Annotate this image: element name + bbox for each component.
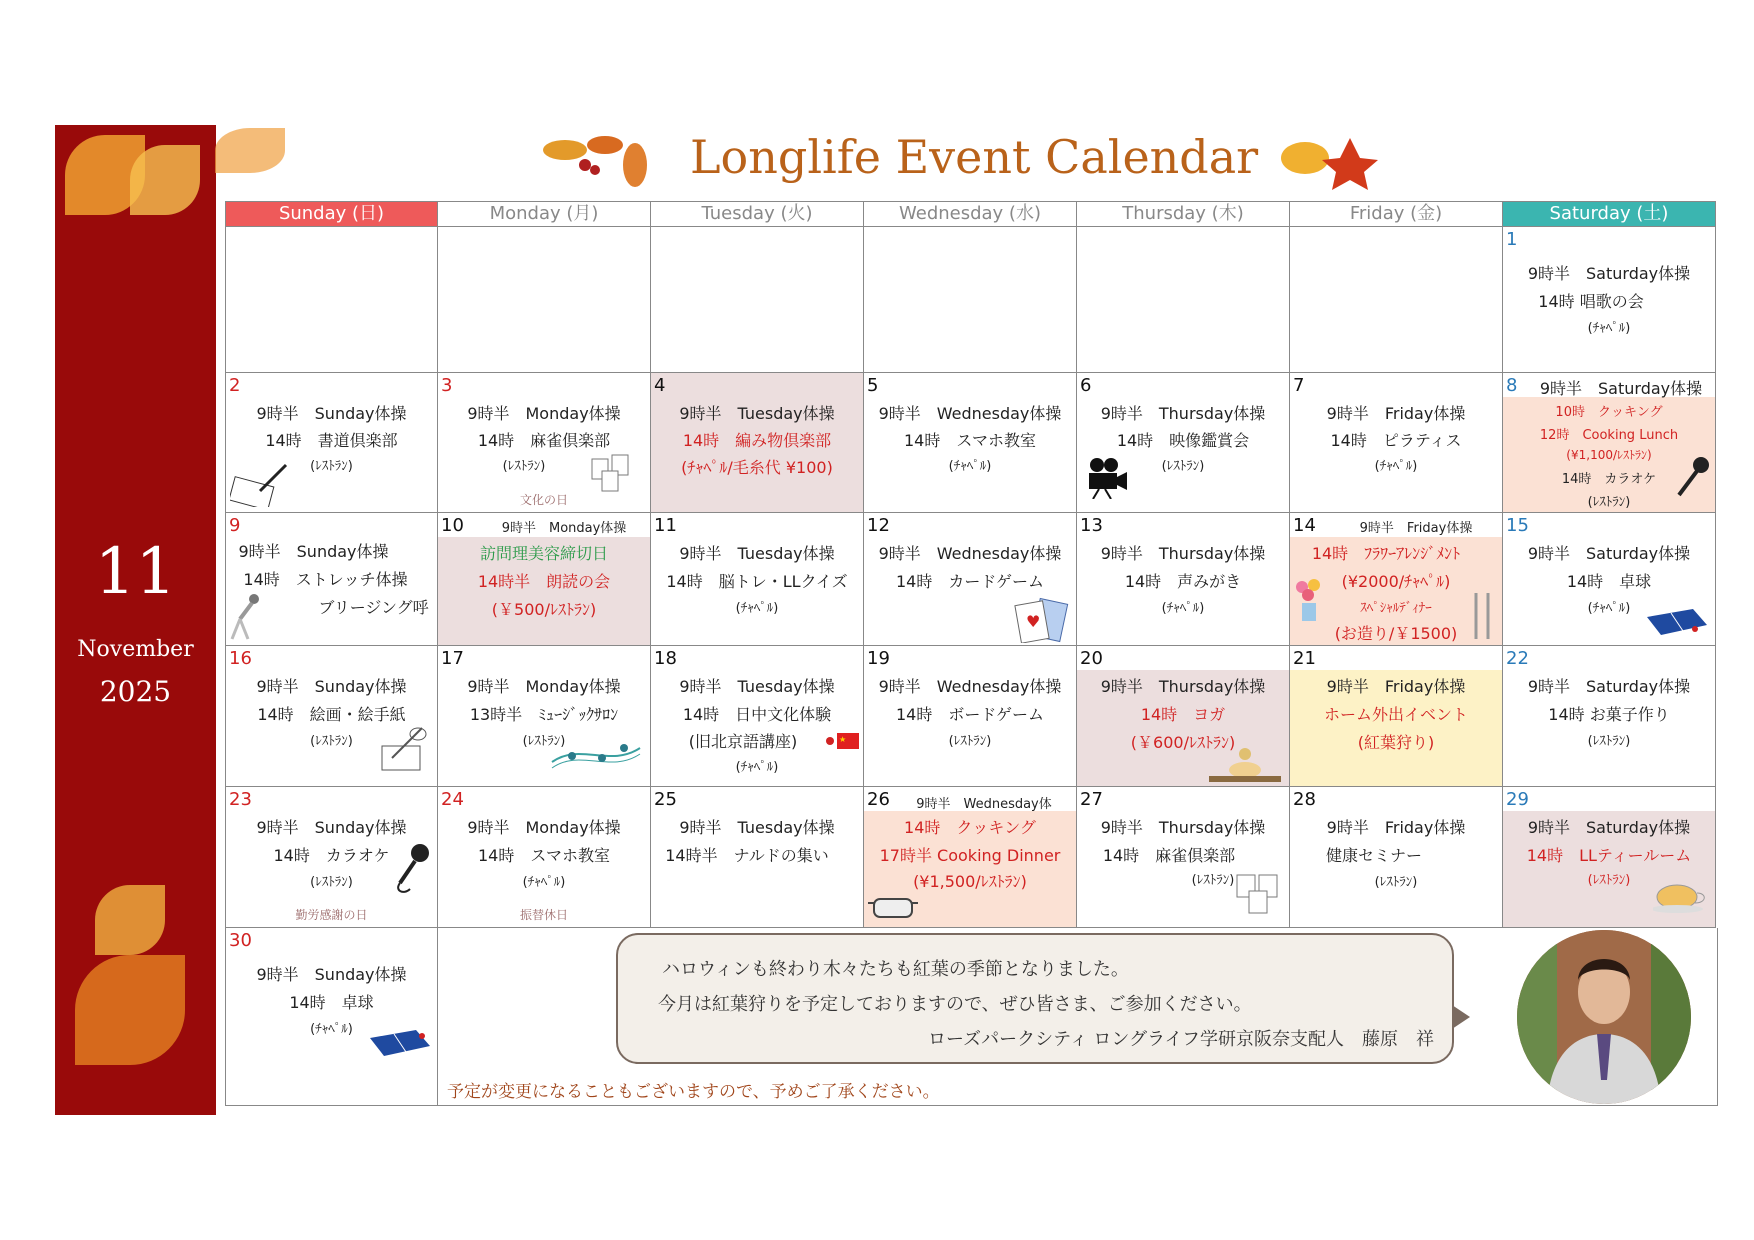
event-location: (ﾚｽﾄﾗﾝ) xyxy=(1587,873,1631,888)
day-number: 5 xyxy=(867,375,879,396)
event: 9時半 Monday体操 xyxy=(467,677,621,696)
day-cell xyxy=(1503,373,1716,513)
year: 2025 xyxy=(99,675,172,708)
day-number: 22 xyxy=(1506,648,1529,669)
event-location: (ﾚｽﾄﾗﾝ) xyxy=(1587,734,1631,749)
event: 9時半 Tuesday体操 xyxy=(679,677,835,696)
day-number: 10 xyxy=(441,515,464,536)
event: 9時半 Friday体操 xyxy=(1326,404,1466,423)
day-cell xyxy=(1290,513,1503,646)
day-number: 11 xyxy=(654,515,677,536)
event: 14時 映像鑑賞会 xyxy=(1116,431,1250,450)
day-cell-empty xyxy=(1290,227,1503,373)
music-notes-icon xyxy=(550,728,642,776)
day-number: 13 xyxy=(1080,515,1103,536)
event: 9時半 Monday体操 xyxy=(467,404,621,423)
month-name: November xyxy=(77,637,194,662)
header-monday: Monday (月) xyxy=(438,201,651,227)
event-location: (ﾚｽﾄﾗﾝ) xyxy=(1374,875,1418,890)
event: 17時半 Cooking Dinner xyxy=(879,846,1061,865)
event-location: (ﾁｬﾍﾟﾙ) xyxy=(1161,601,1205,616)
day-cell xyxy=(651,373,864,513)
week-row xyxy=(225,787,1718,928)
day-number: 23 xyxy=(229,789,252,810)
day-cell-empty xyxy=(864,227,1077,373)
event: 14時 麻雀倶楽部 xyxy=(1102,846,1236,865)
header-saturday: Saturday (土) xyxy=(1503,201,1716,227)
day-cell-empty xyxy=(1077,227,1290,373)
event: 14時 カラオケ xyxy=(1561,472,1657,487)
header-thursday: Thursday (木) xyxy=(1077,201,1290,227)
day-number: 28 xyxy=(1293,789,1316,810)
event-location: (旧北京語講座) xyxy=(688,732,798,751)
event: 14時 ヨガ xyxy=(1140,705,1226,724)
drawing-hand-icon xyxy=(378,724,430,778)
event: 9時半 Thursday体操 xyxy=(1100,818,1266,837)
day-cell xyxy=(864,646,1077,787)
event: 訪問理美容締切日 xyxy=(479,544,608,563)
event-location: (ﾁｬﾍﾟﾙ) xyxy=(1587,321,1631,336)
event: 9時半 Wednesday体操 xyxy=(878,404,1062,423)
event-location: (ﾁｬﾍﾟﾙ) xyxy=(948,459,992,474)
day-number: 15 xyxy=(1506,515,1529,536)
event: 14時 ピラティス xyxy=(1330,431,1462,450)
event: 9時半 Wednesday体 xyxy=(916,797,1052,812)
day-cell xyxy=(225,646,438,787)
day-number: 2 xyxy=(229,375,241,396)
day-cell xyxy=(1503,513,1716,646)
event: 14時 LLティールーム xyxy=(1526,846,1692,865)
ping-pong-table-icon xyxy=(1643,607,1709,643)
manager-signature: ローズパークシティ ロングライフ学研京阪奈支配人 藤原 祥 xyxy=(928,1029,1434,1050)
day-number: 29 xyxy=(1506,789,1529,810)
event: 9時半 Saturday体操 xyxy=(1539,379,1703,398)
holiday-label: 勤労感謝の日 xyxy=(295,908,368,922)
event: 14時 スマホ教室 xyxy=(903,431,1037,450)
day-cell xyxy=(438,513,651,646)
day-number: 4 xyxy=(654,375,666,396)
day-cell xyxy=(438,787,651,928)
event-location: (ﾚｽﾄﾗﾝ) xyxy=(1161,459,1205,474)
day-cell xyxy=(225,928,438,1106)
day-number: 1 xyxy=(1506,229,1518,250)
event-location: (お造り/￥1500) xyxy=(1334,624,1458,643)
event: 14時 日中文化体験 xyxy=(682,705,832,724)
day-cell xyxy=(438,373,651,513)
maple-leaf-decoration xyxy=(1270,128,1380,193)
event-location: (ﾁｬﾍﾟﾙ) xyxy=(735,760,779,775)
event-location: (ﾚｽﾄﾗﾝ) xyxy=(522,734,566,749)
event: 14時 スマホ教室 xyxy=(477,846,611,865)
day-cell xyxy=(864,787,1077,928)
movie-camera-icon xyxy=(1085,455,1129,503)
day-cell xyxy=(1503,787,1716,928)
day-cell xyxy=(1503,227,1716,373)
event: 9時半 Sunday体操 xyxy=(256,965,407,984)
event: 9時半 Saturday体操 xyxy=(1527,677,1691,696)
event-location: (ﾁｬﾍﾟﾙ) xyxy=(1587,601,1631,616)
day-cell xyxy=(1290,373,1503,513)
day-cell xyxy=(1077,787,1290,928)
event: 9時半 Friday体操 xyxy=(1359,521,1473,536)
event: 9時半 Tuesday体操 xyxy=(679,818,835,837)
event: 9時半 Thursday体操 xyxy=(1100,544,1266,563)
day-cell xyxy=(651,787,864,928)
week-row xyxy=(225,513,1718,646)
event-location: (ﾚｽﾄﾗﾝ) xyxy=(310,875,353,890)
bubble-tail xyxy=(1452,1005,1470,1029)
day-number: 17 xyxy=(441,648,464,669)
day-number: 8 xyxy=(1506,375,1518,396)
event-location: (¥1,100/ﾚｽﾄﾗﾝ) xyxy=(1566,448,1652,462)
event: 14時 お菓子作り xyxy=(1548,705,1670,724)
berry-branch-decoration xyxy=(535,120,655,190)
day-number: 21 xyxy=(1293,648,1316,669)
event: 9時半 Sunday体操 xyxy=(256,404,407,423)
playing-cards-icon xyxy=(1012,597,1072,646)
header-sunday: Sunday (日) xyxy=(225,201,438,227)
svg-text:♥: ♥ xyxy=(1026,612,1041,631)
event: 14時 カードゲーム xyxy=(895,572,1045,591)
event: 13時半 ﾐｭｰｼﾞｯｸｻﾛﾝ xyxy=(469,705,619,724)
day-number: 27 xyxy=(1080,789,1103,810)
day-cell-empty xyxy=(651,227,864,373)
event-location: (ﾚｽﾄﾗﾝ) xyxy=(310,459,353,474)
day-number: 18 xyxy=(654,648,677,669)
header-tuesday: Tuesday (火) xyxy=(651,201,864,227)
event: 14時 麻雀倶楽部 xyxy=(477,431,611,450)
event-location: (¥2000/ﾁｬﾍﾟﾙ) xyxy=(1341,572,1451,591)
event-location: (ﾚｽﾄﾗﾝ) xyxy=(948,734,992,749)
event: 9時半 Thursday体操 xyxy=(1100,404,1266,423)
event: 9時半 Thursday体操 xyxy=(1100,677,1266,696)
autumn-leaf-decoration xyxy=(75,955,185,1065)
day-cell xyxy=(1077,646,1290,787)
weekday-header-row xyxy=(225,201,1718,227)
event: 9時半 Saturday体操 xyxy=(1527,818,1691,837)
event: 9時半 Friday体操 xyxy=(1326,818,1466,837)
autumn-leaf-decoration xyxy=(95,885,165,955)
event: 14時 編み物倶楽部 xyxy=(682,431,832,450)
stretching-person-icon xyxy=(226,591,262,645)
day-number: 26 xyxy=(867,789,890,810)
event: 14時 唱歌の会 xyxy=(1538,292,1644,311)
event: 9時半 Saturday体操 xyxy=(1527,264,1691,283)
event: 14時 ストレッチ体操 xyxy=(243,570,408,589)
event: (紅葉狩り) xyxy=(1357,733,1435,752)
event-location: (ﾁｬﾍﾟﾙ) xyxy=(1374,459,1418,474)
event: 9時半 Wednesday体操 xyxy=(878,544,1062,563)
event: 14時 卓球 xyxy=(1566,572,1652,591)
event: 9時半 Saturday体操 xyxy=(1527,544,1691,563)
event: ブリージング呼 xyxy=(318,598,429,617)
message-line: 今月は紅葉狩りを予定しておりますので、ぜひ皆さま、ご参加ください。 xyxy=(658,994,1252,1015)
event-location: (ﾚｽﾄﾗﾝ) xyxy=(310,734,353,749)
flower-vase-icon xyxy=(1292,577,1328,627)
event: 10時 クッキング xyxy=(1555,405,1663,420)
event: 14時半 ナルドの集い xyxy=(665,846,829,865)
message-line: ハロウィンも終わり木々たちも紅葉の季節となりました。 xyxy=(662,959,1129,980)
event: 健康セミナー xyxy=(1325,846,1422,865)
day-number: 3 xyxy=(441,375,453,396)
microphone-icon xyxy=(390,843,432,899)
event-location: (￥500/ﾚｽﾄﾗﾝ) xyxy=(491,600,597,619)
event: 14時 ﾌﾗﾜｰｱﾚﾝｼﾞﾒﾝﾄ xyxy=(1311,544,1461,563)
day-cell xyxy=(1290,787,1503,928)
event-location: (ﾚｽﾄﾗﾝ) xyxy=(1587,495,1631,510)
header-wednesday: Wednesday (水) xyxy=(864,201,1077,227)
manager-message-bubble xyxy=(616,933,1454,1064)
event: 9時半 Sunday体操 xyxy=(256,677,407,696)
teacup-icon xyxy=(1653,879,1707,919)
event: 14時 書道倶楽部 xyxy=(265,431,398,450)
day-number: 16 xyxy=(229,648,252,669)
holiday-label: 振替休日 xyxy=(519,908,568,922)
day-number: 24 xyxy=(441,789,464,810)
event: 9時半 Wednesday体操 xyxy=(878,677,1062,696)
day-number: 19 xyxy=(867,648,890,669)
event: 9時半 Monday体操 xyxy=(467,818,621,837)
autumn-leaf-decoration xyxy=(130,145,200,215)
event: 14時 卓球 xyxy=(289,993,374,1012)
holiday-label: 文化の日 xyxy=(519,493,568,507)
autumn-leaf-decoration xyxy=(215,128,285,173)
day-cell xyxy=(225,513,438,646)
day-cell xyxy=(225,373,438,513)
event: 14時 ボードゲーム xyxy=(895,705,1045,724)
day-cell xyxy=(1077,513,1290,646)
day-cell xyxy=(864,373,1077,513)
week-row xyxy=(225,646,1718,787)
cooking-pot-icon xyxy=(868,891,918,927)
day-cell xyxy=(651,513,864,646)
week-row xyxy=(225,227,1718,373)
event-location: (ﾚｽﾄﾗﾝ) xyxy=(502,459,546,474)
event-location: (ﾁｬﾍﾟﾙ) xyxy=(735,601,779,616)
event: 9時半 Tuesday体操 xyxy=(679,404,835,423)
svg-text:★: ★ xyxy=(839,735,847,744)
event: ｽﾍﾟｼｬﾙﾃﾞｨﾅｰ xyxy=(1360,601,1432,616)
day-cell xyxy=(1503,646,1716,787)
day-cell xyxy=(1077,373,1290,513)
day-number: 12 xyxy=(867,515,890,536)
day-cell xyxy=(651,646,864,787)
schedule-change-notice: 予定が変更になることもございますので、予めご了承ください。 xyxy=(447,1082,940,1102)
event: 9時半 Monday体操 xyxy=(501,521,627,536)
event: 14時 カラオケ xyxy=(273,846,390,865)
event: 9時半 Sunday体操 xyxy=(256,818,407,837)
event-location: (ﾚｽﾄﾗﾝ) xyxy=(1191,873,1235,888)
event-location: (¥1,500/ﾚｽﾄﾗﾝ) xyxy=(913,872,1027,891)
event: 12時 Cooking Lunch xyxy=(1539,428,1679,443)
day-cell-empty xyxy=(438,227,651,373)
calligraphy-icon xyxy=(230,461,290,511)
day-number: 25 xyxy=(654,789,677,810)
month-number: 11 xyxy=(94,535,177,609)
event-location: (ﾁｬﾍﾟﾙ) xyxy=(522,875,566,890)
day-cell xyxy=(864,513,1077,646)
event: 9時半 Friday体操 xyxy=(1326,677,1466,696)
day-cell-empty xyxy=(225,227,438,373)
day-number: 30 xyxy=(229,930,252,951)
sidebar-banner xyxy=(55,125,216,1115)
event: 14時半 朗読の会 xyxy=(477,572,611,591)
event: 14時 脳トレ・LLクイズ xyxy=(666,572,848,591)
day-number: 20 xyxy=(1080,648,1103,669)
event: 14時 絵画・絵手紙 xyxy=(257,705,406,724)
event: ホーム外出イベント xyxy=(1323,705,1468,724)
event-location: (ﾁｬﾍﾟﾙ) xyxy=(310,1022,353,1037)
yoga-pose-icon xyxy=(1205,746,1285,787)
header-friday: Friday (金) xyxy=(1290,201,1503,227)
day-number: 6 xyxy=(1080,375,1092,396)
china-flag-icon xyxy=(825,732,861,754)
fork-knife-icon xyxy=(1468,591,1498,645)
event: 14時 クッキング xyxy=(904,818,1036,837)
day-number: 7 xyxy=(1293,375,1305,396)
day-cell xyxy=(1290,646,1503,787)
ping-pong-table-icon xyxy=(366,1028,432,1066)
event: 14時 声みがき xyxy=(1124,572,1242,591)
microphone-icon xyxy=(1671,455,1711,505)
event: 9時半 Sunday体操 xyxy=(238,542,389,561)
day-cell xyxy=(225,787,438,928)
event: 9時半 Tuesday体操 xyxy=(679,544,835,563)
event-location: (ﾁｬﾍﾟﾙ/毛糸代 ¥100) xyxy=(681,458,833,477)
day-number: 9 xyxy=(229,515,241,536)
week-row xyxy=(225,373,1718,513)
page-title: Longlife Event Calendar xyxy=(690,130,1259,184)
mahjong-tiles-icon xyxy=(1233,871,1283,921)
day-number: 14 xyxy=(1293,515,1316,536)
day-cell xyxy=(438,646,651,787)
event-location: (￥600/ﾚｽﾄﾗﾝ) xyxy=(1130,733,1236,752)
manager-portrait xyxy=(1517,930,1691,1104)
